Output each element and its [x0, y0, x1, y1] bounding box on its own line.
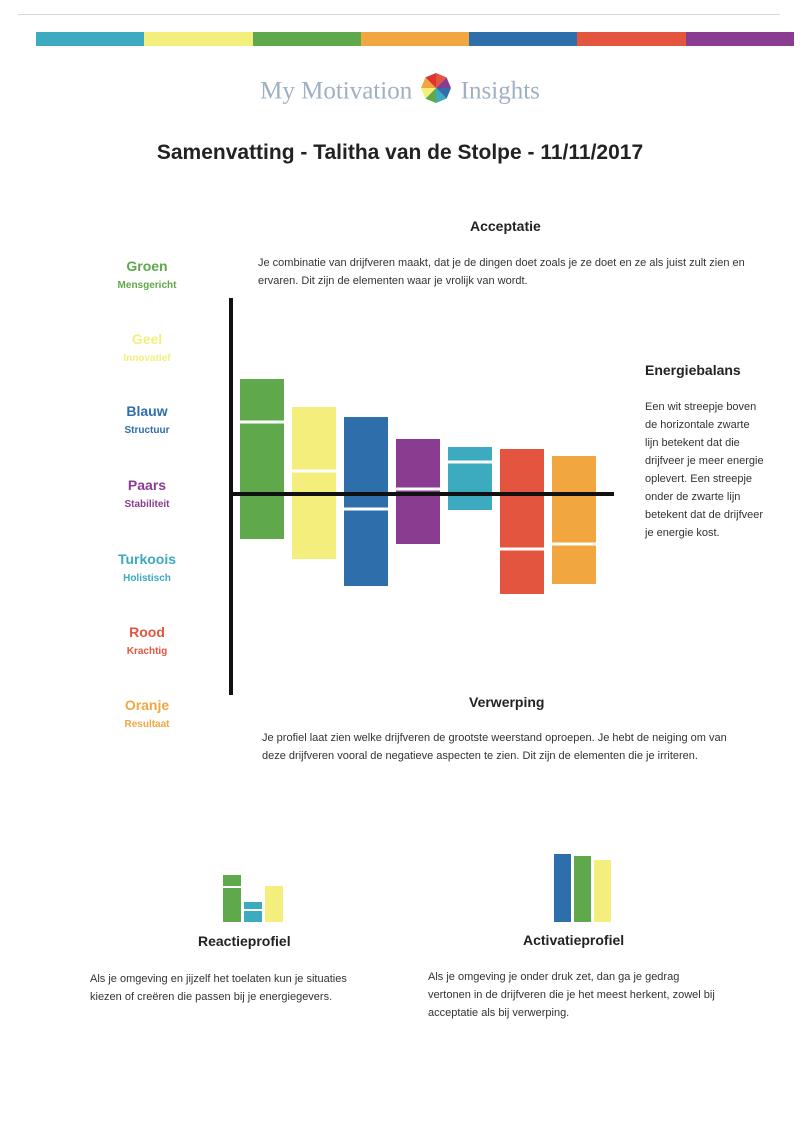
reactieprofiel-text: Als je omgeving en jijzelf het toelaten kun je situaties kiezen of creëren die passen bij je energiegevers. — [90, 973, 347, 1003]
verwerping-heading: Verwerping — [469, 694, 545, 710]
legend-name: Groen — [126, 258, 168, 274]
reactie-bar-groen — [223, 875, 241, 922]
bar-paars — [396, 439, 440, 544]
energy-marker-turkoois — [448, 461, 492, 464]
legend-subtitle: Resultaat — [124, 719, 170, 730]
legend-subtitle: Krachtig — [126, 646, 168, 657]
energiebalans-text: Een wit streepje boven de horizontale zwarte lijn betekent dat die drijfveer je meer energie oplevert. Een streepje onder de zwarte lijn betekent dat de drijfveer je energie kost. — [645, 401, 764, 539]
activatie-bar-groen — [574, 856, 591, 922]
legend-name: Oranje — [124, 697, 170, 713]
legend-subtitle: Structuur — [124, 425, 170, 436]
energy-marker-geel — [292, 470, 336, 473]
energiebalans-heading: Energiebalans — [645, 362, 741, 378]
legend-subtitle: Stabiliteit — [124, 499, 170, 510]
legend-subtitle: Innovatief — [123, 353, 171, 364]
bar-blauw — [344, 417, 388, 586]
bar-oranje — [552, 456, 596, 584]
reactie-marker-turkoois — [244, 909, 262, 911]
legend-name: Paars — [127, 477, 167, 493]
page-title: Samenvatting - Talitha van de Stolpe - 11/11/2017 — [156, 141, 644, 164]
bar-geel — [292, 407, 336, 559]
reactie-marker-groen — [223, 886, 241, 888]
energy-marker-rood — [500, 548, 544, 551]
energy-marker-blauw — [344, 508, 388, 511]
reactieprofiel-heading: Reactieprofiel — [198, 933, 291, 949]
energy-marker-groen — [240, 421, 284, 424]
activatie-bar-geel — [594, 860, 611, 922]
reactie-bar-geel — [265, 886, 283, 922]
acceptatie-heading: Acceptatie — [470, 218, 541, 234]
brand-name-right: Insights — [460, 77, 540, 105]
legend-name: Turkoois — [117, 551, 177, 567]
activatie-bar-blauw — [554, 854, 571, 922]
energy-marker-oranje — [552, 543, 596, 546]
legend-name: Geel — [131, 331, 163, 347]
activatieprofiel-text: Als je omgeving je onder druk zet, dan ga je gedrag vertonen in de drijfveren die je het meest herkent, zowel bij acceptatie als bij verwerping. — [428, 971, 715, 1019]
bar-groen — [240, 379, 284, 539]
energy-marker-paars — [396, 488, 440, 491]
bar-turkoois — [448, 447, 492, 510]
activatieprofiel-heading: Activatieprofiel — [523, 932, 625, 948]
brand-name-left: My Motivation — [260, 77, 413, 105]
legend-name: Rood — [129, 624, 165, 640]
verwerping-text: Je profiel laat zien welke drijfveren de grootste weerstand oproepen. Je hebt de neiging om van deze drijfveren vooral de negatieve aspecten te zien. Dit zijn de elementen die je irriteren. — [262, 732, 727, 762]
legend-name: Blauw — [126, 403, 168, 419]
bar-rood — [500, 449, 544, 594]
acceptatie-text: Je combinatie van drijfveren maakt, dat je de dingen doet zoals je ze doet en ze als juist zult zien en ervaren. Dit zijn de elementen waar je vrolijk van wordt. — [258, 257, 745, 287]
reactie-bar-turkoois — [244, 902, 262, 922]
legend-subtitle: Holistisch — [123, 573, 171, 584]
legend-subtitle: Mensgericht — [117, 280, 177, 291]
